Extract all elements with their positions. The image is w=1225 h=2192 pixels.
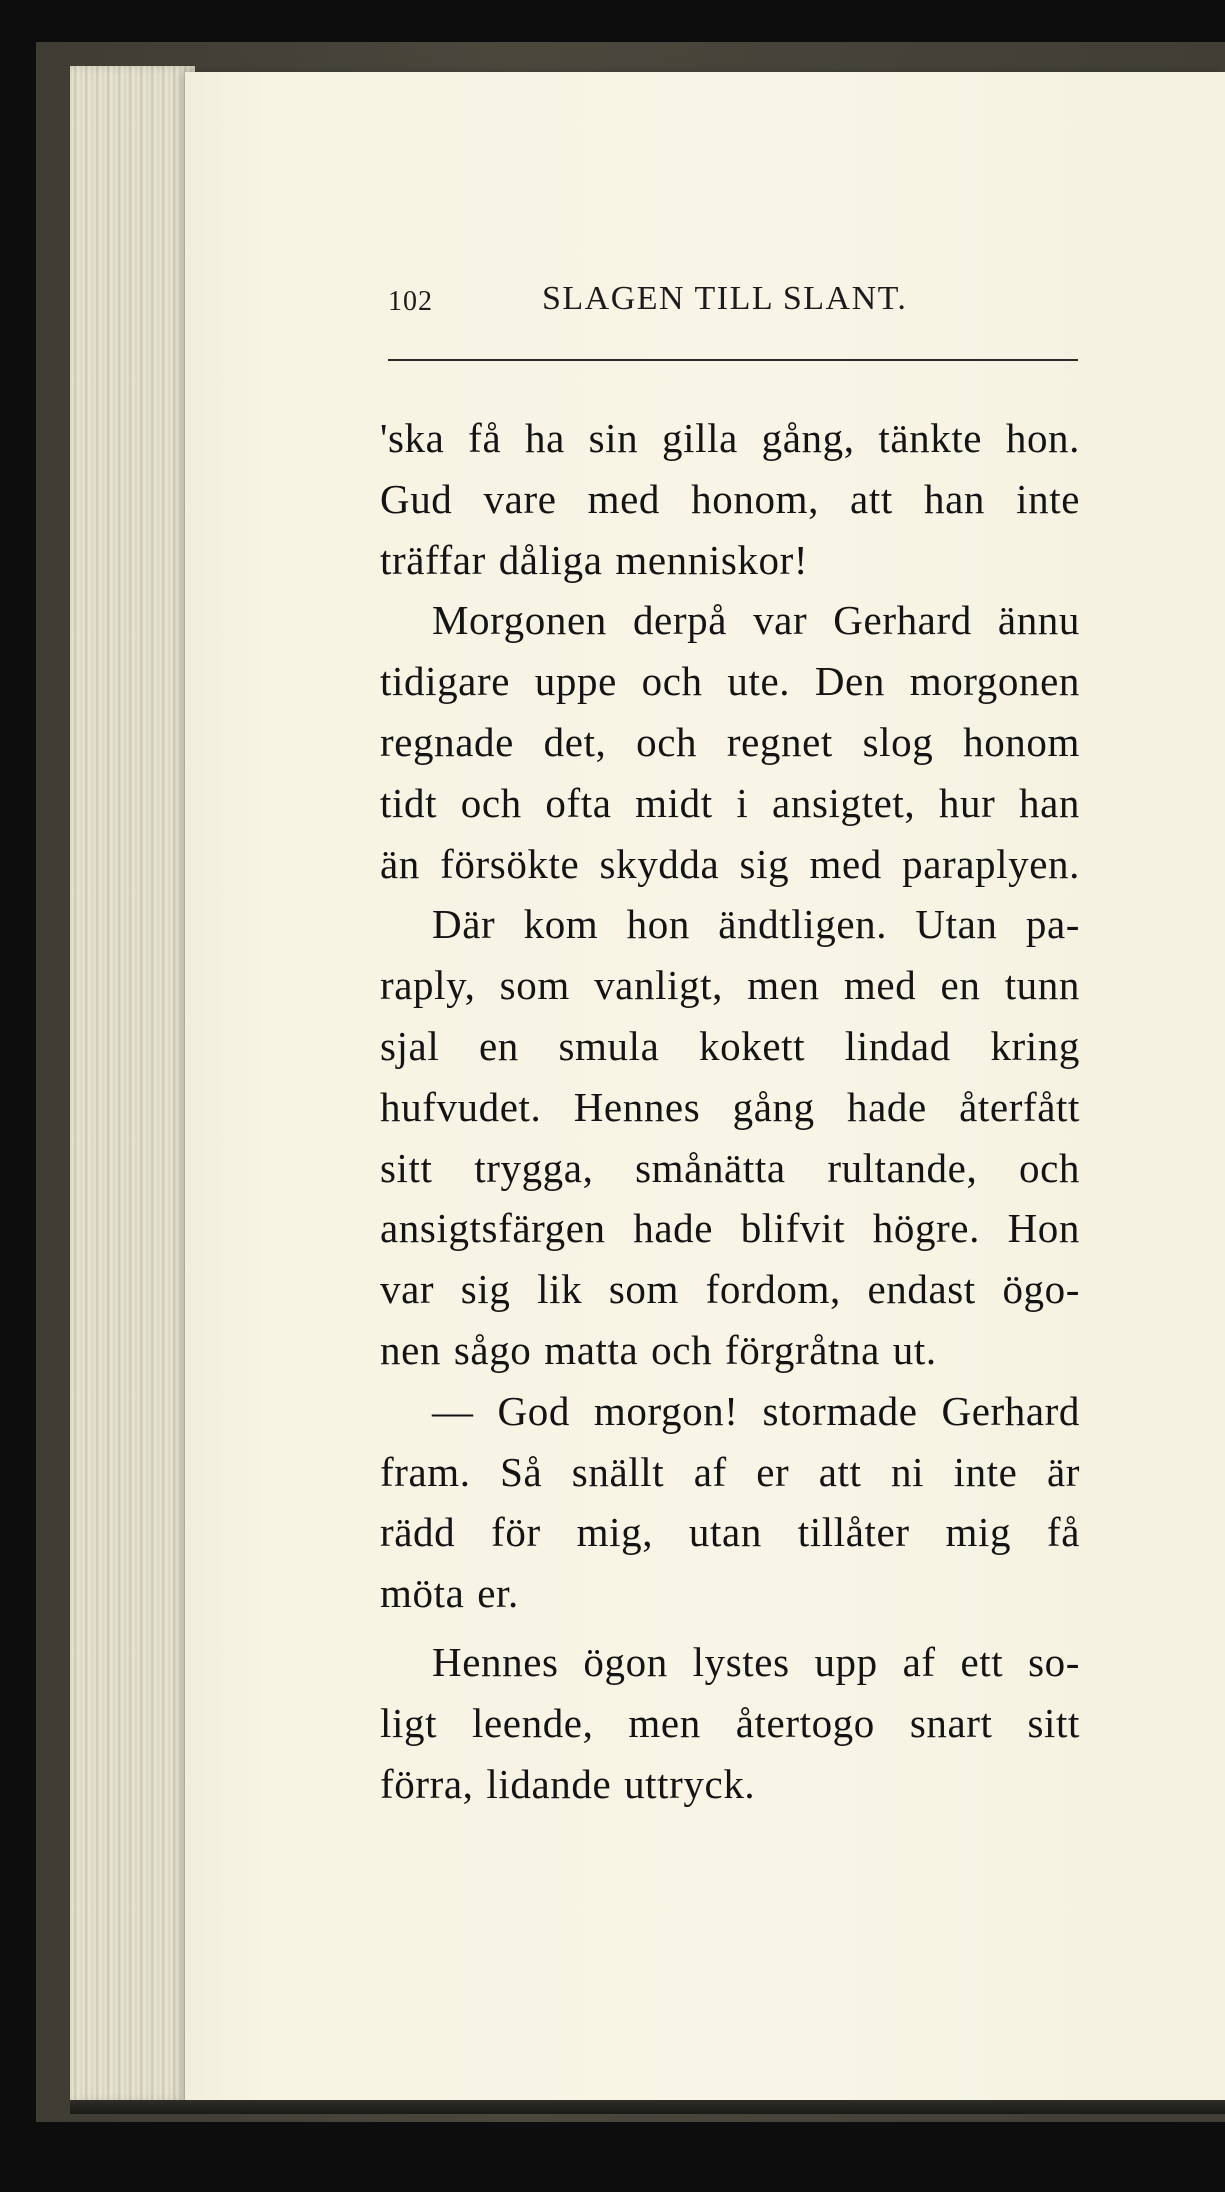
text-line: förra, lidande uttryck. — [380, 1760, 756, 1807]
text-line: tidigare uppe och ute. Den morgonen — [380, 658, 1080, 705]
text-line: ansigtsfärgen hade blifvit högre. Hon — [380, 1205, 1080, 1252]
body-text — [380, 408, 1080, 1814]
text-line: sitt trygga, smånätta rultande, och — [380, 1144, 1080, 1191]
text-line: regnade det, och regnet slog honom — [380, 718, 1080, 765]
text-line: var sig lik som fordom, endast ögo- — [380, 1266, 1080, 1313]
text-line: Där kom hon ändtligen. Utan pa- — [432, 901, 1080, 948]
text-line: möta er. — [380, 1570, 519, 1617]
text-line: än försökte skydda sig med paraplyen. — [380, 840, 1080, 887]
text-line: rädd för mig, utan tillåter mig få — [380, 1509, 1080, 1556]
page-edges — [70, 66, 195, 2102]
text-line: 'ska få ha sin gilla gång, tänkte hon. — [380, 415, 1080, 461]
header-rule — [388, 359, 1078, 361]
page-bottom-shadow — [70, 2100, 1225, 2114]
text-line: raply, som vanligt, men med en tunn — [380, 962, 1080, 1009]
text-line: nen sågo matta och förgråtna ut. — [380, 1326, 937, 1373]
text-line: Gud vare med honom, att han inte — [380, 475, 1080, 522]
text-line: tidt och ofta midt i ansigtet, hur han — [380, 779, 1080, 826]
text-line: Morgonen derpå var Gerhard ännu — [432, 597, 1080, 644]
running-title: SLAGEN TILL SLANT. — [542, 280, 908, 317]
text-line: fram. Så snällt af er att ni inte är — [380, 1448, 1080, 1495]
text-line: hufvudet. Hennes gång hade återfått — [380, 1083, 1080, 1130]
text-line: Hennes ögon lystes upp af ett so- — [432, 1638, 1080, 1685]
text-line: träffar dåliga menniskor! — [380, 536, 809, 583]
text-line: sjal en smula kokett lindad kring — [380, 1022, 1080, 1069]
running-head — [388, 280, 1078, 330]
text-line: ligt leende, men återtogo snart sitt — [380, 1699, 1080, 1746]
page-number: 102 — [388, 286, 433, 317]
text-line: — God morgon! stormade Gerhard — [432, 1387, 1080, 1434]
